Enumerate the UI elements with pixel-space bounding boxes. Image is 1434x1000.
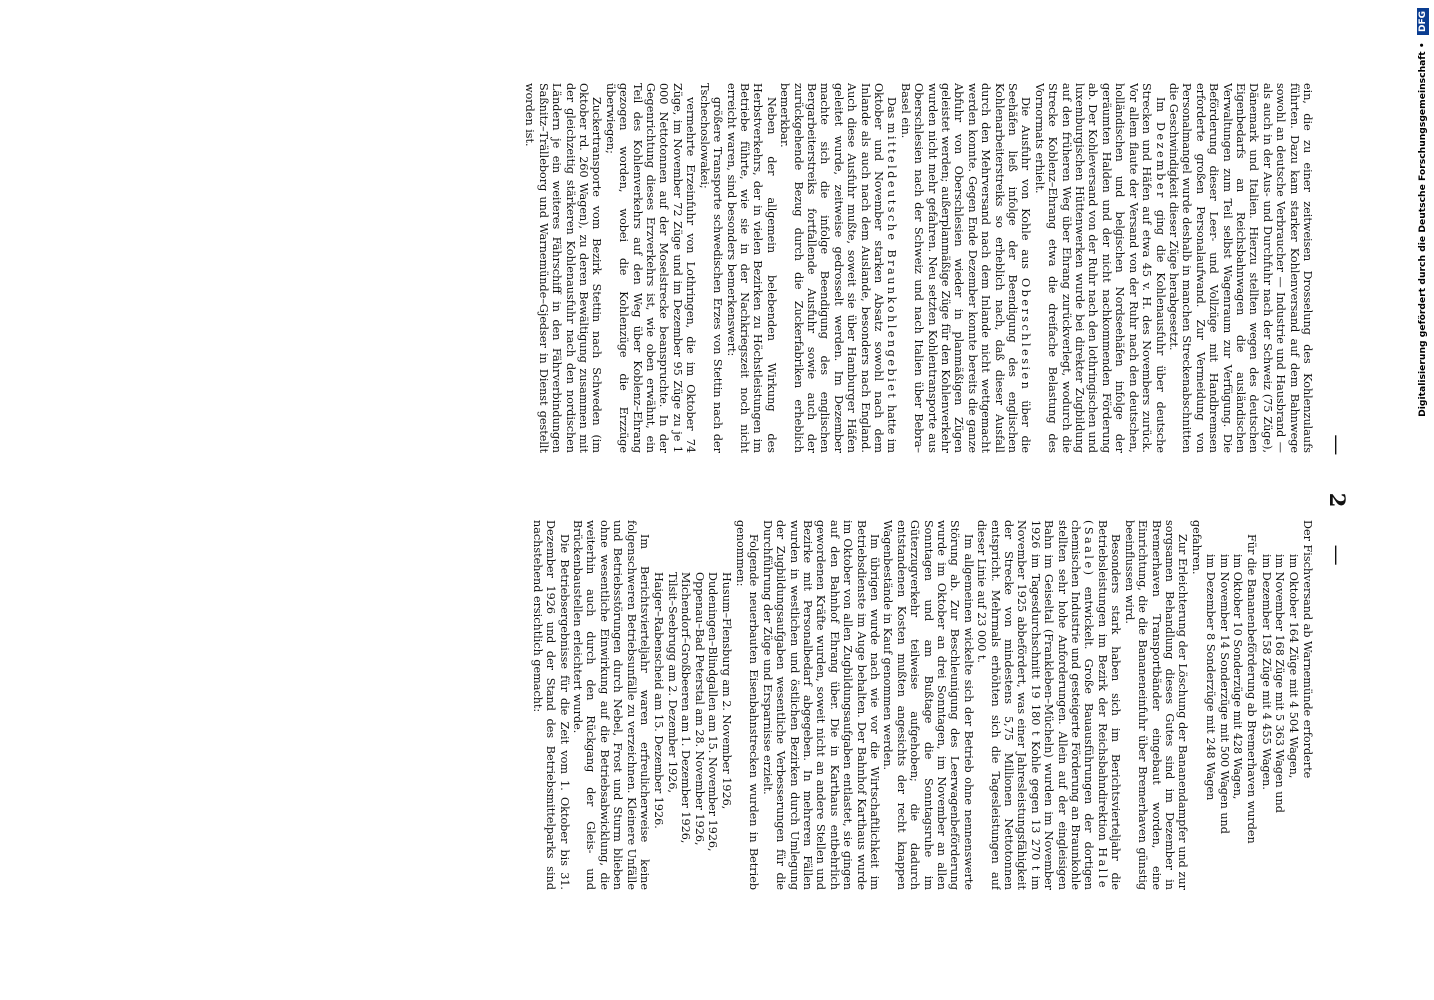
paragraph: Neben der allgemein belebenden Wirkung des Herbstverkehrs, der in vielen Bezirken zu Höchstleistungen im Betriebe führte, wie sie in der Nachkriegszeit noch nicht erreicht waren, sind besonders bemerkenswert: <box>724 83 778 453</box>
list-item: Husum–Flensburg am 2. November 1926, <box>719 572 733 810</box>
list-item: im Oktober 10 Sonderzüge mit 428 Wagen, <box>1230 554 1244 800</box>
list-item: Zuckertransporte vom Bezirk Stettin nach Schweden (im Oktober rd. 260 Wagen), zu deren Bewältigung zusammen mit der gleichzeitig stärkeren Kohlenausfuhr nach den nordischen Ländern je ein weiteres Fährschiff in den Fährverbindungen Saßnitz–Trälleborg und Warnemünde–Gjedser in Dienst gestellt worden ist. <box>523 83 604 453</box>
spaced-emphasis: mitteldeutsche Braunkohlengebiet <box>885 122 899 401</box>
paragraph: Im Dezember ging die Kohlenausfuhr über deutsche Strecken und Häfen auf etwa 45 v. H. des Novembers zurück. Vor allem flaute der Versand von der Ruhr nach den deutschen, holländischen und belgischen Nordseehäfen infolge der geräumten Halden und der nicht nachkommenden Förderung ab. Der Kohleversand von der Ruhr nach den lothringischen und luxemburgischen Hüttenwerken wurde bei direkter Zugbildung auf den früheren Weg über Ehrang zurückverlegt, wodurch die Strecke Koblenz–Ehrang etwa die dreifache Belastung des Vornormats erhielt. <box>1032 83 1167 453</box>
list-item: im Dezember 158 Züge mit 4 455 Wagen. <box>1259 554 1273 790</box>
paragraph: Im übrigen wurde nach wie vor die Wirtschaftlichkeit im Betriebsdienste im Auge behalten. Der Bahnhof Karthaus wurde im Oktober von allen Zugbildungsaufgaben entlastet, sie gingen auf den Bahnhof Ehrang über. Die in Karthaus entbehrlich gewordenen Kräfte wurden, soweit nicht an andere Stellen und Bezirke mit Personalbedarf abgegeben. In mehreren Fällen wurden in westlichen und östlichen Bezirken durch Umlegung der Zugbildungsaufgaben wesentliche Verbesserungen für die Durchführung der Züge und Ersparnisse erzielt. <box>760 520 881 890</box>
list-item: im November 14 Sonderzüge mit 500 Wagen und <box>1217 554 1231 834</box>
spaced-emphasis: Oberschlesien <box>1019 278 1033 392</box>
banana-list <box>1204 554 1244 890</box>
right-column <box>84 520 1314 890</box>
paragraph: Im allgemeinen wickelte sich der Betrieb ohne nennenswerte Störung ab. Zur Beschleunigung des Leerwagenbeförderung wurde im Oktober an drei Sonntagen, im November an allen Sonntagen und am Bußtage die Sonntagsruhe im Güterzugverkehr teilweise aufgehoben; die dadurch entstandenen Kosten mußten angesichts der recht knappen Wagenbestände in Kauf genommen werden. <box>881 520 975 890</box>
paragraph: Das mitteldeutsche Braunkohlengebiet hatte im Oktober und November starken Absatz sowohl nach dem Inlande als auch nach dem Auslande, besonders nach England. Auch diese Ausfuhr mußte, soweit sie über Hamburger Häfen geleitet wurde, zeitweise gedrosselt werden. Im Dezember machte sich die infolge Beendigung des englischen Bergarbeiterstreiks fortfallende Ausfuhr sowie auch der zurückgehende Bezug durch die Zuckerfabriken erheblich bemerkbar. <box>778 83 899 453</box>
watermark-text: Digitalisierung gefördert durch die Deutsche Forschungsgemeinschaft • DFG <box>1411 8 1434 988</box>
watermark-bullet: • <box>1417 42 1428 49</box>
page-number: 2 <box>1325 492 1350 508</box>
list-item: Michendorf–Großbeeren am 1. Dezember 1926, <box>679 572 693 844</box>
header-dash-left: — <box>1325 434 1349 456</box>
list-item: Haiger–Rabenscheid am 15. Dezember 1926. <box>652 572 666 829</box>
header-dash-right: — <box>1325 544 1349 566</box>
paragraph: Folgende neuerbauten Eisenbahnstrecken wurden in Betrieb genommen: <box>733 520 761 890</box>
left-column <box>84 83 1314 453</box>
paragraph: Die Betriebsergebnisse für die Zeit vom 1. Oktober bis 31. Dezember 1926 und der Stand des Betriebsmittelparks sind nachstehend ersichtlich gemacht: <box>530 520 571 890</box>
list-item: größere Transporte schwedischen Erzes von Stettin nach der Tschechoslowakei; <box>697 83 725 453</box>
dfg-logo: DFG <box>1417 8 1429 35</box>
paragraph: Der Fischversand ab Warnemünde erforderte <box>1301 520 1314 779</box>
list-item: im Dezember 8 Sonderzüge mit 248 Wagen <box>1204 554 1218 801</box>
paragraph: Besonders stark haben sich im Berichtsvierteljahr die Betriebsleistungen im Bezirk der Reichsbahndirektion Halle (Saale) entwickelt. Große Bauausführungen der dortigen chemischen Industrie und gesteigerte Förderung an Braunkohle stellten sehr hohe Anforderungen. Allein auf der eingleisigen Bahn im Geiseltal (Frankleben–Mücheln) wurden im November 1926 im Tagesdurchschnitt 19 180 t Kohle gegen 13 270 t im November 1925 abbefördert, was einer Jahresleistungsfähigkeit der Strecke von mindestens 5,75 Millionen Nettotonnen entspricht. Mehrmals erhöhten sich die Tagesleistungen auf dieser Linie auf 23 000 t. <box>975 520 1123 890</box>
spaced-emphasis: Dezember <box>1153 122 1167 200</box>
fish-list <box>1259 554 1299 890</box>
paragraph: Für die Bananenbeförderung ab Bremerhaven wurden <box>1245 534 1259 844</box>
list-item: im November 168 Züge mit 5 363 Wagen und <box>1273 554 1287 813</box>
list-item: im Oktober 164 Züge mit 4 504 Wagen, <box>1286 554 1300 779</box>
paragraph: ein, die zu einer zeitweisen Drosselung des Kohlenzulaufs führten. Dazu kam starker Kohlenversand auf dem Bahnwege sowohl an deutsche Verbraucher — Industrie und Hausbrand — als auch in der Aus- und Durchfuhr nach der Schweiz (75 Züge), Dänemark und Italien. Hierzu stellten wegen des deutschen Eigenbedarfs an Reichsbahnwagen die ausländischen Verwaltungen zum Teil selbst Wagenraum zur Verfügung. Die Beförderung dieser Leer- und Vollzüge mit Handbremsen erforderte großen Personalaufwand. Zur Vermeidung von Personalmangel wurde deshalb in manchen Streckenabschnitten die Geschwindigkeit dieser Züge herabgesetzt. <box>1166 83 1314 453</box>
paragraph: Im Berichtsvierteljahr waren erfreulicherweise keine folgenschweren Betriebsunfälle zu verzeichnen. Kleinere Unfälle und Betriebsstörungen durch Nebel, Frost und Sturm blieben ohne wesentliche Einwirkung auf die Betriebsabwicklung, die weiterhin auch durch den Rückgang der Gleis- und Brückenbaustellen erleichtert wurde. <box>571 520 652 890</box>
spaced-emphasis: Halle (Saale) <box>1082 520 1109 890</box>
paragraph: gefahren. <box>1189 520 1203 575</box>
dfg-watermark <box>1411 8 1434 988</box>
list-item: Dudeningen–Blindgallen am 15. November 1926, <box>706 572 720 852</box>
paragraph: Zur Erleichterung der Löschung der Bananendampfer und zur sorgsamen Behandlung dieses Gutes sind im Dezember in Bremerhaven Transportbänder eingebaut worden, eine Einrichtung, die die Bananeneinfuhr über Bremerhaven günstig beeinflussen wird. <box>1122 520 1190 890</box>
railway-lines-list <box>652 572 732 890</box>
list-item: vermehrte Erzeinfuhr von Lothringen, die im Oktober 74 Züge, im November 72 Züge und im Dezember 95 Züge zu je 1 000 Nettotonnen auf der Moselstrecke beanspruchte. In der Gegenrichtung dieses Erzverkehrs ist, wie oben erwähnt, ein Teil des Kohlenverkehrs auf den Weg über Koblenz–Ehrang gezogen worden, wobei die Kohlenzüge die Erzzüge überwiegen; <box>603 83 698 453</box>
paragraph: Die Ausfuhr von Kohle aus Oberschlesien über die Seehäfen ließ infolge der Beendigung des englischen Kohlenarbeiterstreiks so erheblich nach, daß dieser Ausfall durch den Mehrversand nach dem Inlande nicht wettgemacht werden konnte. Gegen Ende Dezember konnte bereits die ganze Abfuhr von Oberschlesien wieder in planmäßigen Zügen geleistet werden; außerplanmäßige Züge für den Kohlenverkehr wurden nicht mehr gefahren. Neu setzten Kohlentransporte aus Oberschlesien nach der Schweiz und nach Italien über Bebra–Basel ein. <box>898 83 1033 453</box>
list-item: Tilsit–Seebrugg am 2. Dezember 1926, <box>665 572 679 794</box>
list-item: Oppenau–Bad Peterstal am 28. November 1926, <box>692 572 706 846</box>
page-header <box>1325 0 1350 1000</box>
